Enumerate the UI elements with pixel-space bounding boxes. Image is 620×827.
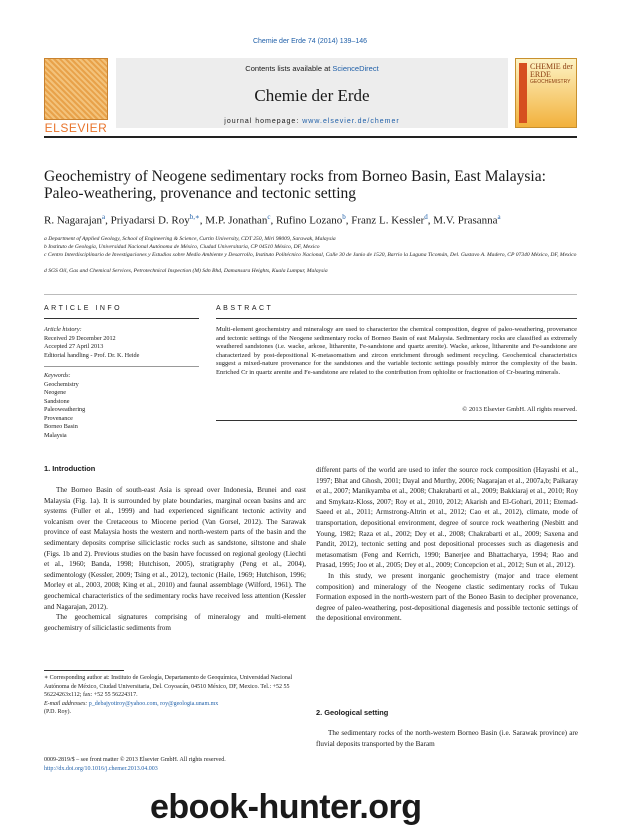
paragraph: The Borneo Basin of south-east Asia is spread over Indonesia, Brunei and east Malaysia (Fig. 1a). It is surrounded by plate boundaries, marginal ocean basins and arc systems (Fuller et al., 1999) and had experienced significant tectonic activity and volcanism over the Cretaceous to Miocene period (Van Gorsel, 2012). The Sarawak province of east Malaysia hosts the western and north-western parts of the basin and the sedimentary deposits comprise siliciclastic rocks such as sandstone, siltstone and shale (Figs. 1b and 2). Previous studies on the basin have focussed on regional geology (Liechti et al., 1960; Banda, 1998; Hutchison, 2005), stratigraphy (Peng et al., 2004), sedimentology (Kessler, 2009; Tsing et al., 2012), tectonic (Haile, 1969; Hutchison, 1996; Morley et al., 2003, 2008; King et al., 2010) and faunal assemblage (Wilford, 1961). The geochemical characteristics of the sedimentary rocks have received less attention (Kessler and Nagarajan, 2012). — [44, 486, 306, 611]
affiliation: b Instituto de Geología, Universidad Nacional Autónoma de México, Ciudad Universitaria, CP 04510 México, DF, Mexico — [44, 244, 320, 250]
history-item: Editorial handling - Prof. Dr. K. Heide — [44, 351, 140, 359]
article-info-heading: ARTICLE INFO — [44, 305, 123, 312]
paragraph: The sedimentary rocks of the north-western Borneo Basin (i.e. Sarawak province) are fluvial deposits transported by the Baram — [316, 729, 578, 748]
introduction-heading: 1. Introduction — [44, 464, 96, 473]
corresponding-author: ∗ Corresponding author at: Instituto de Geología, Departamento de Geoquímica, Universidad Nacional Autónoma de México, Ciudad Universitaria, Del. Coyoacán, 04510 México, DF, Mexico. Tel.: +52 55 56224263x112; fax: +52 55 56224317. — [44, 675, 293, 698]
author-affiliation-mark[interactable]: a — [102, 213, 106, 221]
right-column-text — [316, 465, 578, 624]
masthead-rule — [44, 136, 577, 138]
keyword: Borneo Basin — [44, 423, 78, 430]
cover-title: CHEMIE der ERDE — [530, 62, 573, 79]
abstract-heading: ABSTRACT — [216, 305, 274, 312]
author-name: M.P. Jonathan — [205, 214, 268, 227]
issn-line: 0009-2819/$ – see front matter © 2013 Elsevier GmbH. All rights reserved. — [44, 757, 226, 763]
title-separator — [44, 294, 577, 295]
article-title: Geochemistry of Neogene sedimentary rocks from Borneo Basin, East Malaysia: Paleo-weathering, provenance and tectonic setting — [44, 168, 546, 202]
email-label: E-mail addresses: — [44, 700, 89, 707]
affiliation: a Department of Applied Geology, School of Engineering & Science, Curtin University, CDT 250, Miri 98009, Sarawak, Malaysia — [44, 236, 336, 242]
history-label: Article history: — [44, 326, 82, 333]
author-affiliation-mark[interactable]: b — [342, 213, 346, 221]
corresponding-author-footnote — [44, 674, 306, 717]
author-name: M.V. Prasanna — [433, 214, 498, 227]
abstract-rule — [216, 318, 577, 319]
elsevier-tree-icon — [44, 58, 108, 120]
contents-line — [116, 64, 508, 73]
history-item: Received 29 December 2012 — [44, 334, 116, 342]
journal-title: Chemie der Erde — [254, 86, 370, 105]
keyword: Paleoweathering — [44, 406, 86, 413]
homepage-line — [116, 118, 508, 125]
affiliation: c Centro Interdisciplinario de Investigaciones y Estudios sobre Medio Ambiente y Desarrollo, Instituto Politécnico Nacional, Calle 30 de Junio de 1520, Barrio la Laguna Ticomán, Del. Gustavo A. Madero, CP 07340 México, DF, Mexico — [44, 252, 577, 258]
footnote-rule — [44, 670, 124, 671]
abstract-text: Multi-element geochemistry and mineralogy are used to characterize the chemical composition, degree of paleo-weathering, provenance and tectonic settings of the Neogene sedimentary rocks of Borneo Basin of east Malaysia. Sedimentary rocks are classified as extremely weathered sandstones (i.e. wacke, arkose, litharenite, Fe-sandstone and quartz arenite). Wacke, arkose, litharenite and Fe-sandstone are characterized by post-depositional K-metasomatism and zircon enrichment through sediment recycling. Geochemical characteristics suggest a mixed-nature provenance for the sandstones and the variable tectonic settings possibly mirror the complexity of the basin. Enriched Cr in quartz arenite and Fe-sandstone are related to the contribution from ophiolite or fractionation of Cr-bearing minerals. — [216, 326, 577, 376]
email-line — [44, 700, 306, 709]
keywords-label: Keywords: — [44, 372, 71, 379]
homepage-prefix: journal homepage: — [224, 118, 303, 125]
introduction-text — [44, 485, 306, 633]
author-affiliation-mark[interactable]: d — [424, 213, 428, 221]
keyword: Sandstone — [44, 397, 70, 405]
elsevier-logo[interactable] — [44, 58, 108, 134]
watermark-text: ebook-hunter.org — [150, 788, 422, 826]
article-history — [44, 326, 199, 360]
paragraph: different parts of the world are used to infer the source rock composition (Hayashi et al., 1997; Bhat and Ghosh, 2001; Dayal and Murthy, 2006; Nagarajan et al., 2007a,b; Paikaray et al., 2007; Manikyamba et al., 2008; Chakrabarti et al., 2009; Bakkiaraj et al., 2010; Roy and Smykatz-Kloss, 2007; Roy et al., 2010, 2012; Akarish and El-Gohari, 2011; Etemad-Saeed et al., 2011; Armstrong-Altrin et al., 2012; Cao et al., 2012), climate, mode of transportation, depositional environment, degree of source rock weathering (Nesbitt and Young, 1982; Raza et al., 2002; Dey et al., 2008; Chakrabarti et al., 2009; Saxena and Pandit, 2012), tectonic setting and post depositional processes such as diagenesis and metasomatism (Feng and Kerrich, 1990; Banerjee and Bhattacharya, 1994; Rao and Prasad, 1995; Joo et al., 2005; Dey et al., 2009; Concepcion et al., 2012; Sun et al., 2012). — [316, 466, 578, 570]
info-rule — [44, 318, 199, 319]
keyword: Neogene — [44, 389, 66, 396]
cover-subtitle: GEOCHEMISTRY — [530, 79, 571, 85]
affiliation: d SGS Oil, Gas and Chemical Services, Petrotechnical Inspection (M) Sdn Bhd, Damansara Heights, Kuala Lumpur, Malaysia — [44, 268, 328, 274]
keywords — [44, 372, 199, 440]
author-list: R. Nagarajan$^a$, Priyadarsi D. Roy$^{b,∗}$, M.P. Jonathan$^c$, Rufino Lozano$^b$, Franz L. Kessler$^d$, M.V. Prasanna$^a$ — [44, 213, 501, 227]
email-suffix: (P.D. Roy). — [44, 709, 72, 715]
keyword: Geochemistry — [44, 380, 79, 388]
keywords-rule — [44, 366, 199, 367]
abstract-copyright: © 2013 Elsevier GmbH. All rights reserved. — [462, 406, 577, 413]
email-links[interactable]: p_debajyotiroy@yahoo.com, roy@geologia.unam.mx — [88, 700, 219, 707]
paragraph: In this study, we present inorganic geochemistry (major and trace element composition) and mineralogy of the Neogene clastic sedimentary rocks of Tukau Formation exposed in the north-western part of the Boneo Basin to decipher provenance, degree of paleo-weathering, post-depositional diagenesis and possible tectonic settings of the depositional environment. — [316, 571, 578, 623]
author-affiliation-mark[interactable]: a — [497, 213, 501, 221]
homepage-link[interactable]: www.elsevier.de/chemer — [302, 118, 400, 125]
author-name: R. Nagarajan — [44, 214, 103, 227]
cover-stripe — [519, 63, 527, 123]
keyword: Malaysia — [44, 431, 67, 439]
issn-block — [44, 756, 306, 773]
history-item: Accepted 27 April 2013 — [44, 343, 104, 350]
journal-cover-image[interactable] — [515, 58, 577, 128]
author-affiliation-mark[interactable]: c — [267, 213, 271, 221]
paragraph: The geochemical signatures comprising of mineralogy and multi-element geochemistry of siliciclastic sediments from — [44, 613, 306, 632]
abstract-end-rule — [216, 420, 577, 421]
geological-setting-heading: 2. Geological setting — [316, 708, 389, 717]
doi-link[interactable]: http://dx.doi.org/10.1016/j.chemer.2013.04.003 — [44, 765, 158, 772]
author-name: Franz L. Kessler — [351, 214, 425, 227]
author-affiliation-mark[interactable]: b,∗ — [189, 213, 200, 221]
journal-reference[interactable]: Chemie der Erde 74 (2014) 139–146 — [252, 38, 368, 45]
contents-prefix: Contents lists available at — [245, 64, 333, 73]
author-name: Rufino Lozano — [275, 214, 343, 227]
sciencedirect-link[interactable]: ScienceDirect — [332, 64, 379, 73]
keyword: Provenance — [44, 414, 73, 422]
author-name: Priyadarsi D. Roy — [110, 214, 190, 227]
publisher-wordmark: ELSEVIER — [44, 121, 108, 135]
geological-setting-text — [316, 728, 578, 749]
